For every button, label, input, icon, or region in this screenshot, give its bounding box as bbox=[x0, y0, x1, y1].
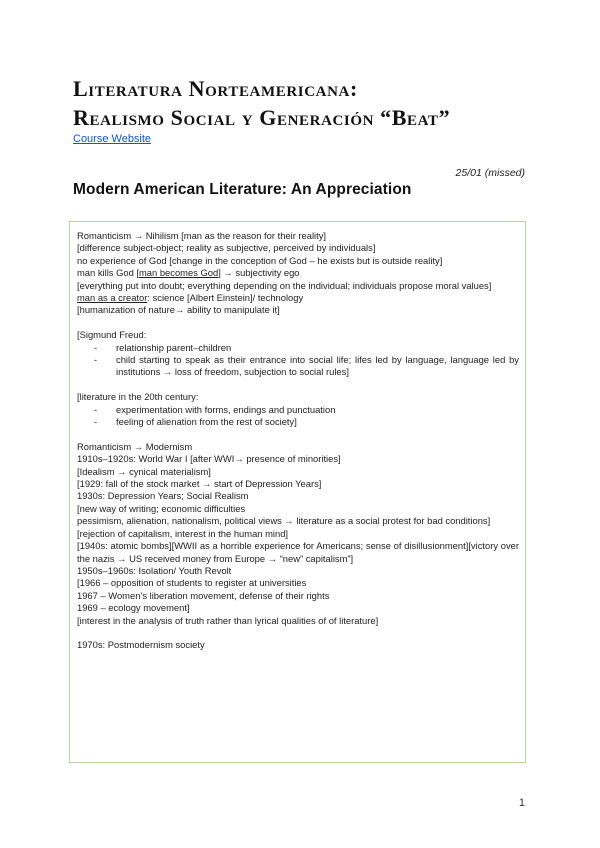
page-number: 1 bbox=[518, 797, 525, 809]
spacer bbox=[77, 627, 519, 639]
spacer bbox=[77, 317, 519, 329]
title-line-2: Realismo Social y Generación “Beat” bbox=[73, 105, 451, 130]
note-line: pessimism, alienation, nationalism, political views → literature as a social protest for bad conditions] bbox=[77, 515, 491, 527]
note-line: [1940s: atomic bombs][WWII as a horrible experience for Americans; sense of disillusionment][victory over the nazis → US received money from Europe → “new” capitalism”] bbox=[77, 540, 519, 564]
list-item: - feeling of alienation from the rest of society] bbox=[77, 416, 519, 428]
note-line: [1966 – opposition of students to register at universities bbox=[77, 577, 307, 589]
note-line bbox=[77, 292, 519, 304]
note-text: ] → subjectivity ego bbox=[218, 267, 300, 279]
section-heading: Modern American Literature: An Appreciation bbox=[73, 181, 412, 198]
title-line-1: Literatura Norteamericana: bbox=[73, 76, 358, 101]
note-line: 1969 – ecology movement] bbox=[77, 602, 190, 614]
notes-box bbox=[69, 221, 526, 763]
note-line bbox=[77, 267, 519, 279]
note-line: no experience of God [change in the conception of God – he exists but is outside reality] bbox=[77, 254, 443, 266]
note-line: [1929: fall of the stock market → start of Depression Years] bbox=[77, 478, 322, 490]
note-text: man kills God [ bbox=[77, 267, 139, 279]
list-item: - relationship parent–children bbox=[77, 342, 519, 354]
underlined-phrase: man becomes God bbox=[139, 267, 219, 279]
spacer bbox=[77, 379, 519, 391]
note-line: 1967 – Women’s liberation movement, defense of their rights bbox=[77, 589, 330, 601]
underlined-phrase: man as a creator bbox=[77, 292, 148, 304]
note-line: [rejection of capitalism, interest in the human mind] bbox=[77, 527, 289, 539]
note-line: 1970s: Postmodernism society bbox=[77, 639, 205, 651]
note-line: 1910s–1920s: World War I [after WWI→ presence of minorities] bbox=[77, 453, 341, 465]
note-line: 1950s–1960s: Isolation/ Youth Revolt bbox=[77, 564, 232, 576]
note-line: 1930s: Depression Years; Social Realism bbox=[77, 490, 249, 502]
literature-list bbox=[77, 404, 519, 429]
list-item: - experimentation with forms, endings and punctuation bbox=[77, 404, 519, 416]
date-label: 25/01 (missed) bbox=[455, 167, 525, 179]
note-text: : science [Albert Einstein]/ technology bbox=[147, 292, 304, 304]
note-line: [literature in the 20th century: bbox=[77, 391, 199, 403]
note-line: [Idealism → cynical materialism] bbox=[77, 465, 211, 477]
list-item: - child starting to speak as their entrance into social life; lifes led by language, language led by institutions → loss of freedom, subjection to social rules] bbox=[77, 354, 519, 379]
note-line: Romanticism → Modernism bbox=[77, 440, 193, 452]
course-website-link[interactable]: Course Website bbox=[73, 133, 152, 145]
freud-list bbox=[77, 342, 519, 379]
spacer bbox=[77, 428, 519, 440]
note-line: [Sigmund Freud: bbox=[77, 329, 147, 341]
note-line: [humanization of nature→ ability to manipulate it] bbox=[77, 304, 280, 316]
note-line: [difference subject-object; reality as subjective, perceived by individuals] bbox=[77, 242, 376, 254]
note-line: [everything put into doubt; everything depending on the individual; individuals propose moral values] bbox=[77, 279, 492, 291]
note-line: [interest in the analysis of truth rather than lyrical qualities of of literature] bbox=[77, 614, 379, 626]
note-line: [new way of writing; economic difficulties bbox=[77, 502, 246, 514]
note-line: Romanticism → Nihilism [man as the reason for their reality] bbox=[77, 230, 327, 241]
document-title bbox=[73, 74, 543, 132]
